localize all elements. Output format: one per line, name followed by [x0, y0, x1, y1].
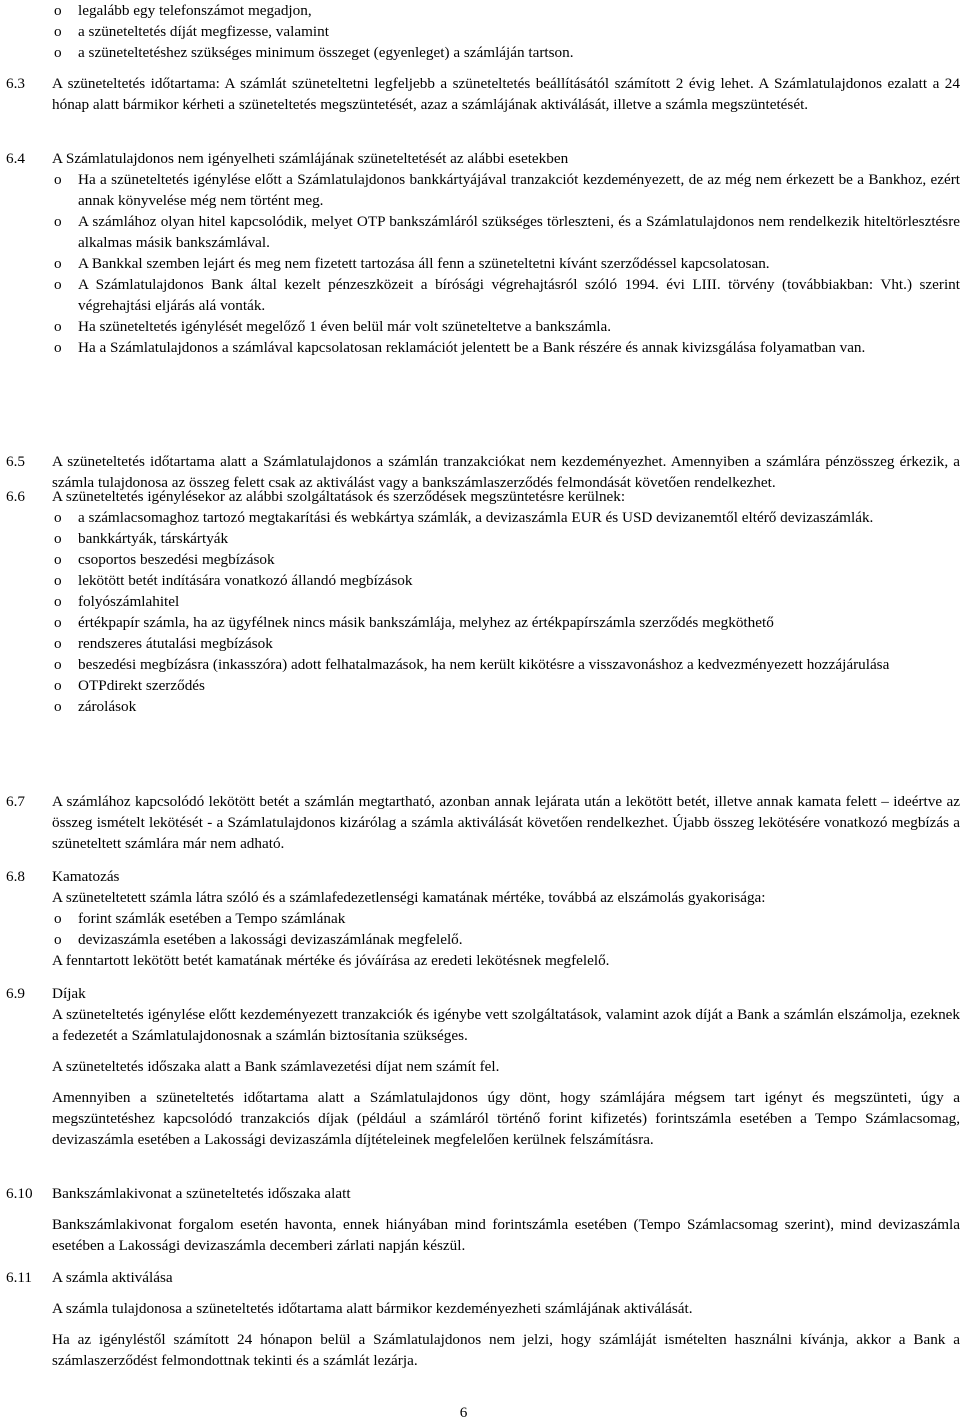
list-item-text: csoportos beszedési megbízások — [78, 551, 275, 568]
bullet-icon: o — [54, 593, 62, 610]
bullet-icon: o — [54, 530, 62, 547]
list-item-text: legalább egy telefonszámot megadjon, — [78, 2, 312, 19]
list-item-text: forint számlák esetében a Tempo számlának — [78, 910, 346, 927]
bullet-icon: o — [54, 23, 62, 40]
bullet-icon: o — [54, 551, 62, 568]
section-outro: A fenntartott lekötött betét kamatának mértéke és jóváírása az eredeti lekötésnek megfelelő. — [52, 952, 610, 969]
bullet-icon: o — [54, 171, 62, 188]
interest-list — [52, 908, 960, 950]
section-heading: Bankszámlakivonat a szüneteltetés időszaka alatt — [52, 1185, 351, 1202]
list-item — [52, 507, 960, 528]
bullet-icon: o — [54, 931, 62, 948]
list-item-text: lekötött betét indítására vonatkozó állandó megbízások — [78, 572, 413, 589]
list-item-text: A számlához olyan hitel kapcsolódik, melyet OTP bankszámláról szükséges törleszteni, és a Számlatulajdonos nem rendelkezik hiteltörlesztésre alkalmas másik bankszámlával. — [78, 213, 960, 251]
list-item-text: Ha a Számlatulajdonos a számlával kapcsolatosan reklamációt jelentett be a Bank részére és annak kivizsgálása folyamatban van. — [78, 339, 866, 356]
list-item — [52, 591, 960, 612]
top-list-block — [0, 0, 960, 63]
list-item-text: A Számlatulajdonos Bank által kezelt pénzeszközeit a bírósági végrehajtásról szóló 1994. évi LIII. törvény (továbbiakban: Vht.) szerint végrehajtási eljárás alá vonták. — [78, 276, 960, 314]
list-item — [52, 675, 960, 696]
section-intro: A szüneteltetés igénylésekor az alábbi szolgáltatások és szerződések megszüntetésre kerülnek: — [52, 488, 626, 505]
exclusion-list — [52, 169, 960, 358]
list-item-text: A Bankkal szemben lejárt és meg nem fizetett tartozása áll fenn a szüneteltetni kívánt szerződéssel kapcsolatosan. — [78, 255, 770, 272]
bullet-icon: o — [54, 509, 62, 526]
section-number: 6.5 — [6, 453, 25, 470]
section-number: 6.4 — [6, 150, 25, 167]
top-list — [0, 0, 960, 63]
list-item — [52, 253, 960, 274]
list-item — [0, 42, 960, 63]
list-item-text: a szüneteltetéshez szükséges minimum összeget (egyenleget) a számláján tartson. — [78, 44, 574, 61]
bullet-icon: o — [54, 656, 62, 673]
list-item — [52, 612, 960, 633]
list-item-text: a számlacsomaghoz tartozó megtakarítási és webkártya számlák, a devizaszámla EUR és USD devizanemtől eltérő devizaszámlák. — [78, 509, 874, 526]
list-item-text: folyószámlahitel — [78, 593, 180, 610]
list-item — [52, 169, 960, 211]
list-item — [52, 274, 960, 316]
list-item-text: Ha szüneteltetés igénylését megelőző 1 éven belül már volt szüneteltetve a bankszámla. — [78, 318, 612, 335]
bullet-icon: o — [54, 635, 62, 652]
list-item-text: értékpapír számla, ha az ügyfélnek nincs másik bankszámlája, melyhez az értékpapírszámla szerződés megköthető — [78, 614, 774, 631]
bullet-icon: o — [54, 698, 62, 715]
section-text: A számlához kapcsolódó lekötött betét a számlán megtartható, azonban annak lejárata után a lekötött betét, illetve annak kamata felett – ideértve az összeg ismételt lekötését - a Számlatulajdonos kizárólag a számla aktiválását követően rendelkezhet. Újabb összeg lekötésére vonatkozó megbízás a szüneteltett számlára már nem adható. — [52, 793, 960, 852]
section-text: A szüneteltetés időtartama: A számlát szüneteltetni legfeljebb a szüneteltetés beállításától számított 2 évig lehet. A Számlatulajdonos ezalatt a 24 hónap alatt bármikor kérheti a szüneteltetés megszüntetését, azaz a számlájának aktiválását, illetve a számla megszüntetését. — [52, 75, 960, 113]
section-number: 6.8 — [6, 868, 25, 885]
section-heading: Kamatozás — [52, 868, 120, 885]
list-item — [52, 633, 960, 654]
section-6-10 — [0, 1183, 960, 1256]
section-6-6 — [0, 486, 960, 717]
bullet-icon: o — [54, 213, 62, 230]
terminated-services-list — [52, 507, 960, 717]
list-item — [52, 528, 960, 549]
list-item — [52, 549, 960, 570]
section-paragraph: Ha az igényléstől számított 24 hónapon belül a Számlatulajdonos nem jelzi, hogy számláját ismételten használni kívánja, akkor a Bank a számlaszerződést felmondottnak tekinti és a számlát lezárja. — [52, 1331, 960, 1369]
list-item-text: rendszeres átutalási megbízások — [78, 635, 273, 652]
section-6-11 — [0, 1267, 960, 1371]
section-6-9 — [0, 983, 960, 1150]
list-item-text: OTPdirekt szerződés — [78, 677, 205, 694]
bullet-icon: o — [54, 339, 62, 356]
section-text: Bankszámlakivonat forgalom esetén havonta, ennek hiányában mind forintszámla esetében (Tempo Számlacsomag szerint), mind devizaszámla esetében a Lakossági devizaszámla decemberi zárlati napján készül. — [52, 1216, 960, 1254]
bullet-icon: o — [54, 255, 62, 272]
list-item — [0, 21, 960, 42]
bullet-icon: o — [54, 318, 62, 335]
section-paragraph: A számla tulajdonosa a szüneteltetés időtartama alatt bármikor kezdeményezheti számlájának aktiválását. — [52, 1300, 693, 1317]
section-6-8 — [0, 866, 960, 971]
list-item — [52, 570, 960, 591]
list-item — [52, 908, 960, 929]
bullet-icon: o — [54, 572, 62, 589]
section-heading: Díjak — [52, 985, 86, 1002]
bullet-icon: o — [54, 2, 62, 19]
bullet-icon: o — [54, 677, 62, 694]
page-number: 6 — [459, 1404, 468, 1421]
bullet-icon: o — [54, 614, 62, 631]
bullet-icon: o — [54, 910, 62, 927]
list-item — [52, 929, 960, 950]
list-item-text: Ha a szüneteltetés igénylése előtt a Számlatulajdonos bankkártyájával tranzakciót kezdeményezett, de az még nem érkezett be a Bankhoz, ezért annak könyvelése még nem történt meg. — [78, 171, 960, 209]
bullet-icon: o — [54, 276, 62, 293]
section-6-7 — [0, 791, 960, 854]
section-number: 6.6 — [6, 488, 25, 505]
section-6-4 — [0, 148, 960, 358]
section-number: 6.7 — [6, 793, 25, 810]
section-number: 6.11 — [6, 1269, 33, 1286]
list-item — [52, 337, 960, 358]
section-paragraph: A szüneteltetés időszaka alatt a Bank számlavezetési díjat nem számít fel. — [52, 1058, 500, 1075]
list-item — [0, 0, 960, 21]
list-item-text: devizaszámla esetében a lakossági devizaszámlának megfelelő. — [78, 931, 463, 948]
list-item — [52, 211, 960, 253]
section-number: 6.10 — [6, 1185, 33, 1202]
list-item-text: zárolások — [78, 698, 137, 715]
section-intro: A szüneteltetett számla látra szóló és a számlafedezetlenségi kamatának mértéke, továbbá az elszámolás gyakorisága: — [52, 889, 766, 906]
list-item-text: bankkártyák, társkártyák — [78, 530, 229, 547]
section-6-3 — [0, 73, 960, 115]
list-item — [52, 316, 960, 337]
list-item — [52, 696, 960, 717]
section-number: 6.3 — [6, 75, 25, 92]
section-intro: A Számlatulajdonos nem igényelheti számlájának szüneteltetését az alábbi esetekben — [52, 150, 569, 167]
section-text: A szüneteltetés időtartama alatt a Számlatulajdonos a számlán tranzakciókat nem kezdeményezhet. Amennyiben a számlára pénzösszeg érkezik, a számla tulajdonosa az összeg felett csak az aktiválást vagy a bankszámlaszerződés felmondását követően rendelkezhet. — [52, 453, 960, 491]
section-number: 6.9 — [6, 985, 25, 1002]
section-paragraph: A szüneteltetés igénylése előtt kezdeményezett tranzakciók és igénybe vett szolgáltatások, valamint azok díját a Bank a számlán elszámolja, ezeknek a fedezetét a Számlatulajdonosnak a számlán biztosítania szükséges. — [52, 1006, 960, 1044]
list-item-text: beszedési megbízásra (inkasszóra) adott felhatalmazások, ha nem került kikötésre a visszavonáshoz a kedvezményezett hozzájárulása — [78, 656, 890, 673]
list-item — [52, 654, 960, 675]
list-item-text: a szüneteltetés díját megfizesse, valamint — [78, 23, 329, 40]
section-paragraph: Amennyiben a szüneteltetés időtartama alatt a Számlatulajdonos úgy dönt, hogy számlájára mégsem tart igényt és megszünteti, úgy a megszüntetéshez kapcsolódó tranzakciós díjak (például a számláról történő forint kifizetés) forintszámla esetében a Tempo Számlacsomag, devizaszámla esetében a Lakossági devizaszámla díjtételeinek megfelelően kerülnek felszámításra. — [52, 1089, 960, 1148]
bullet-icon: o — [54, 44, 62, 61]
section-heading: A számla aktiválása — [52, 1269, 173, 1286]
